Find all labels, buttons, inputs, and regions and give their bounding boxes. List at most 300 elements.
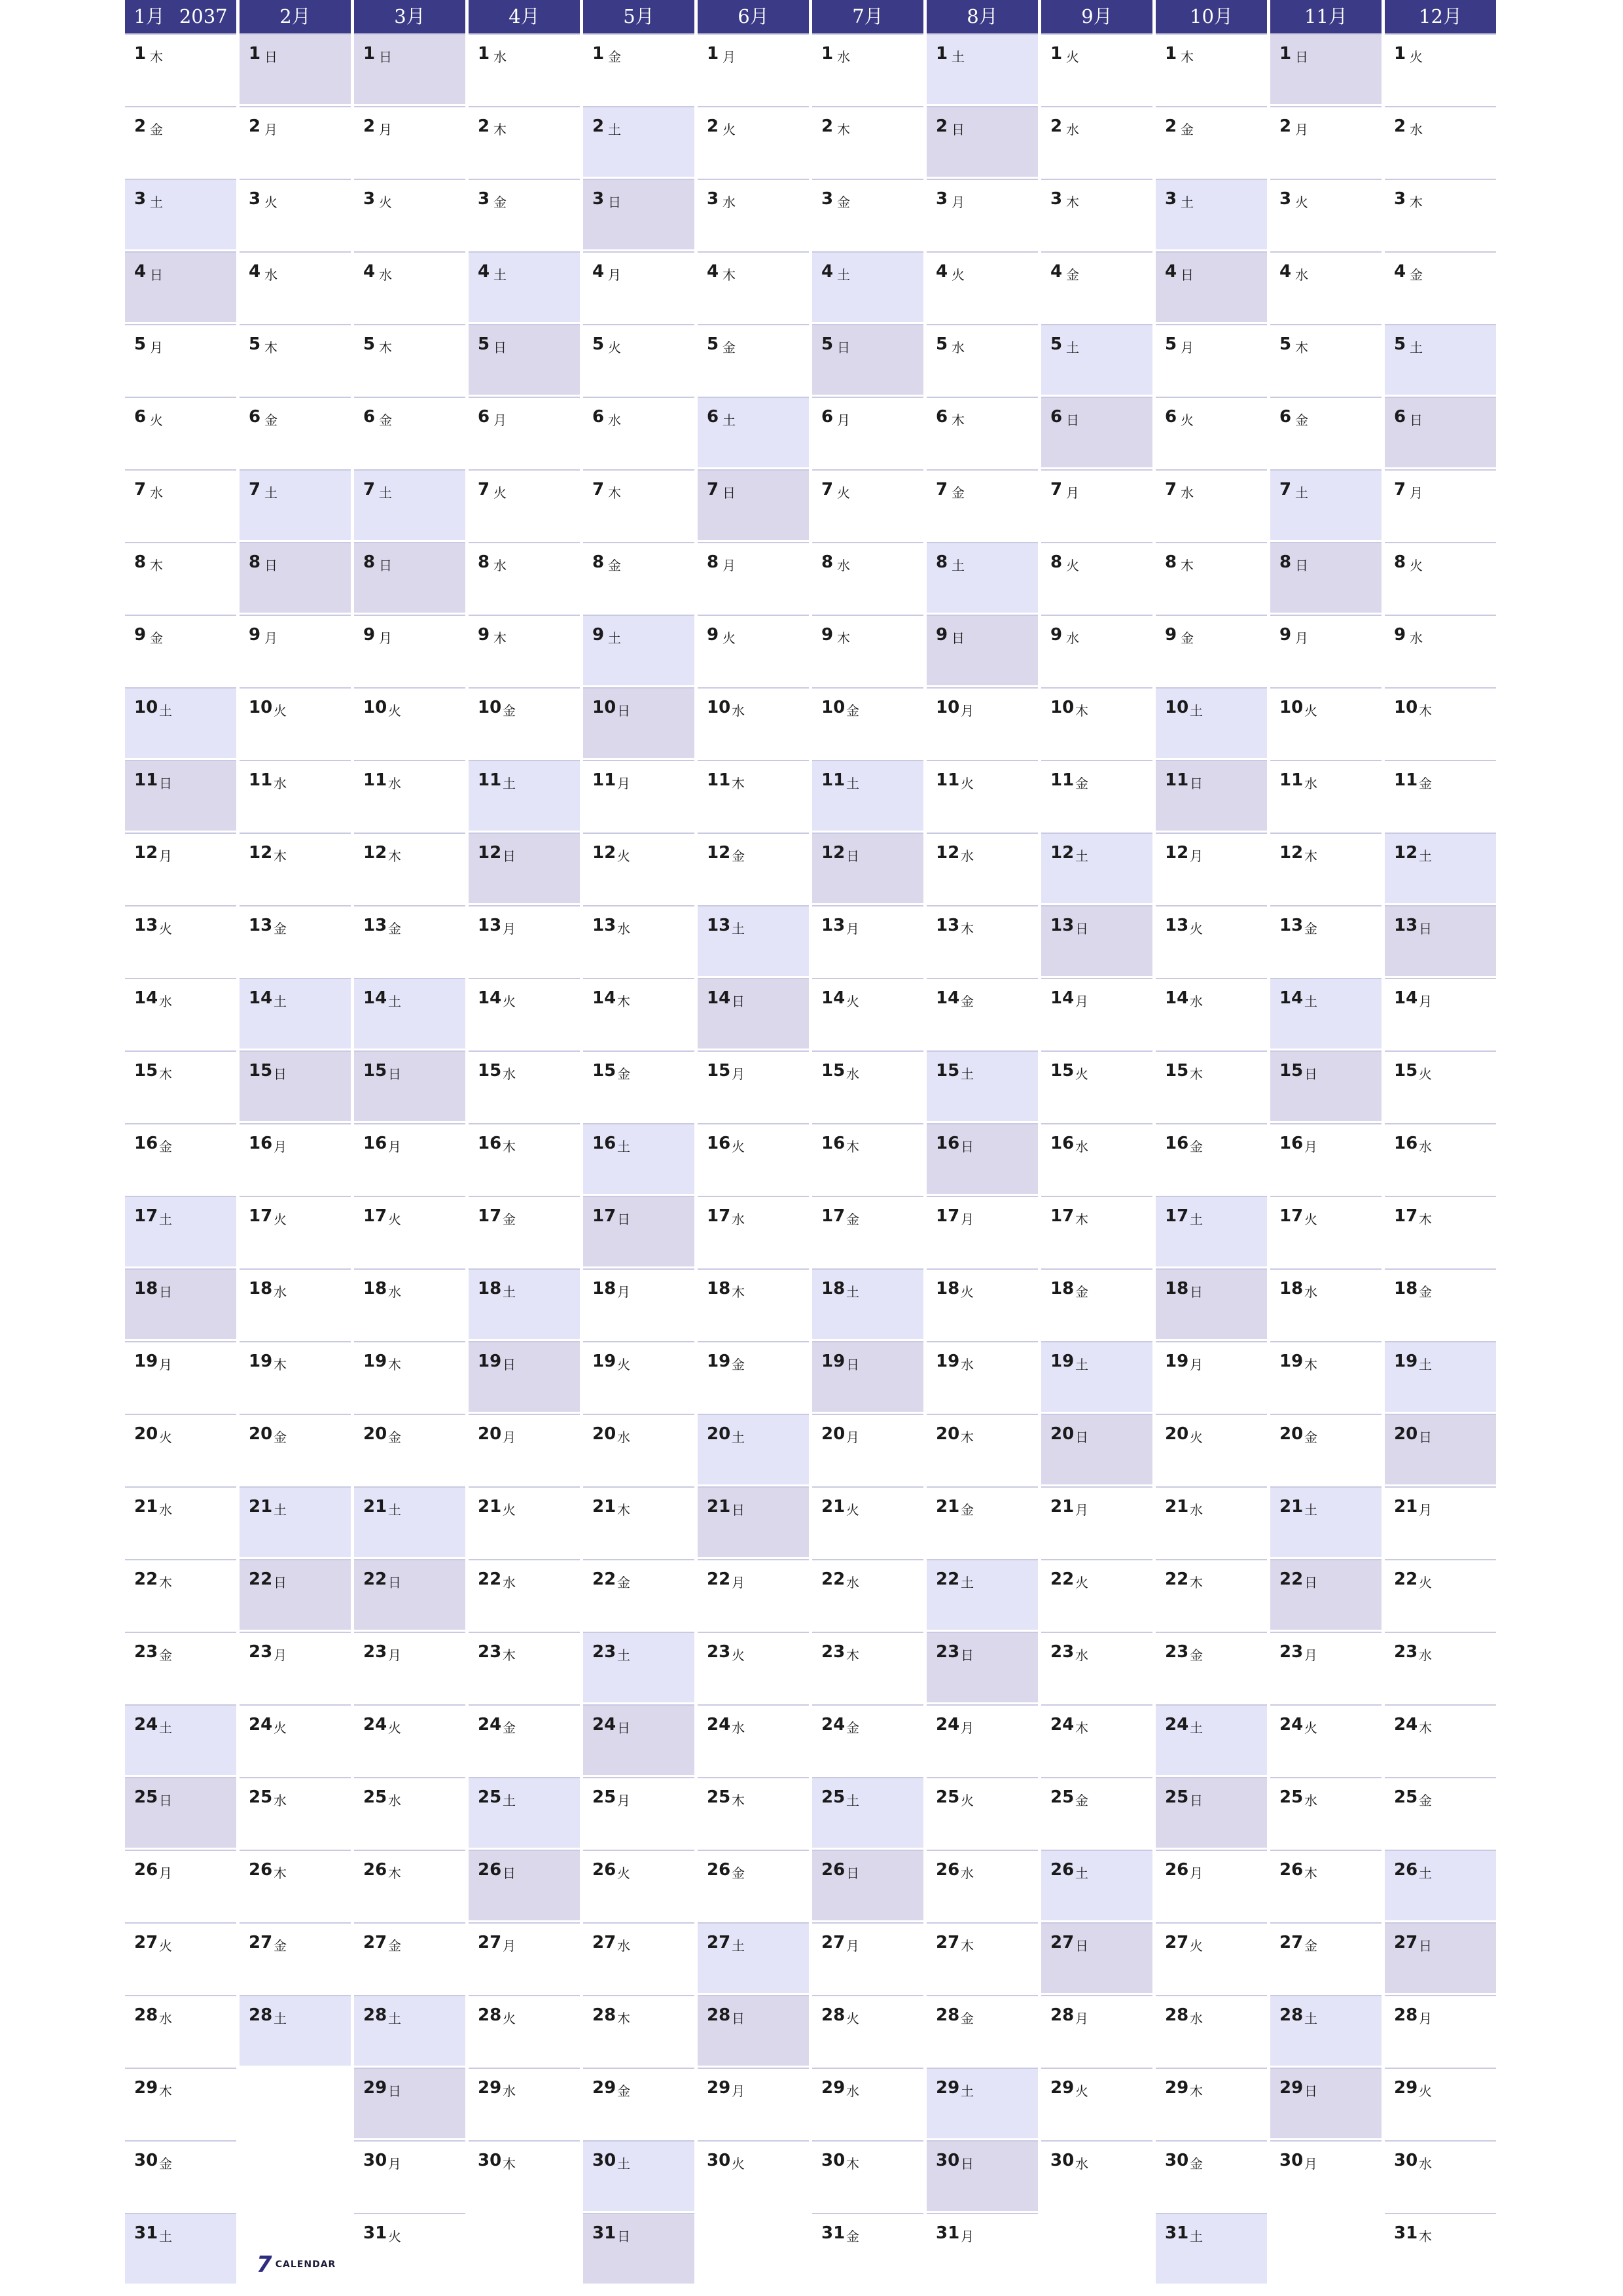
day-cell bbox=[583, 1632, 694, 1702]
day-number: 18 bbox=[1165, 1279, 1189, 1299]
day-number: 30 bbox=[478, 2151, 502, 2170]
weekday-label: 木 bbox=[503, 1647, 516, 1663]
weekday-label: 月 bbox=[1190, 848, 1203, 864]
day-cell bbox=[927, 2140, 1038, 2211]
weekday-label: 月 bbox=[1295, 630, 1308, 646]
day-cell bbox=[1156, 1196, 1267, 1266]
month-label: 5月 bbox=[623, 5, 654, 27]
day-cell bbox=[583, 179, 694, 249]
day-cell bbox=[240, 1850, 351, 1920]
day-number: 30 bbox=[592, 2151, 616, 2170]
weekday-label: 水 bbox=[617, 921, 630, 937]
day-number: 31 bbox=[936, 2223, 960, 2243]
weekday-label: 日 bbox=[1304, 1066, 1317, 1082]
day-cell bbox=[1270, 1341, 1382, 1412]
day-cell bbox=[698, 542, 809, 613]
weekday-label: 日 bbox=[503, 1357, 516, 1372]
day-cell bbox=[583, 1559, 694, 1630]
day-number: 24 bbox=[707, 1715, 731, 1734]
day-cell bbox=[469, 324, 580, 395]
day-number: 15 bbox=[249, 1061, 273, 1081]
day-number: 6 bbox=[1394, 407, 1406, 427]
weekday-label: 水 bbox=[961, 1357, 974, 1372]
day-number: 16 bbox=[363, 1134, 387, 1153]
weekday-label: 水 bbox=[388, 1284, 401, 1300]
day-cell bbox=[354, 833, 465, 903]
day-number: 7 bbox=[821, 480, 834, 499]
day-cell bbox=[583, 833, 694, 903]
weekday-label: 土 bbox=[846, 1793, 859, 1808]
weekday-label: 土 bbox=[961, 1575, 974, 1590]
day-number: 20 bbox=[592, 1424, 616, 1444]
day-number: 27 bbox=[936, 1933, 960, 1952]
day-cell bbox=[698, 1414, 809, 1484]
weekday-label: 水 bbox=[1419, 2156, 1432, 2172]
day-cell bbox=[698, 833, 809, 903]
weekday-label: 月 bbox=[846, 921, 859, 937]
day-cell bbox=[1041, 397, 1152, 467]
day-number: 9 bbox=[1279, 625, 1292, 645]
weekday-label: 月 bbox=[150, 340, 163, 355]
day-cell bbox=[469, 397, 580, 467]
day-cell bbox=[125, 1341, 236, 1412]
weekday-label: 金 bbox=[264, 412, 277, 428]
day-number: 9 bbox=[707, 625, 719, 645]
day-number: 7 bbox=[249, 480, 261, 499]
day-cell bbox=[927, 1777, 1038, 1848]
day-number: 22 bbox=[1050, 1570, 1075, 1589]
weekday-label: 月 bbox=[1304, 1139, 1317, 1155]
day-number: 31 bbox=[363, 2223, 387, 2243]
day-number: 13 bbox=[707, 916, 731, 935]
day-cell bbox=[583, 1123, 694, 1194]
day-number: 19 bbox=[592, 1352, 616, 1371]
day-cell bbox=[927, 1341, 1038, 1412]
day-cell bbox=[812, 106, 923, 177]
day-cell bbox=[1270, 687, 1382, 758]
day-number: 15 bbox=[134, 1061, 158, 1081]
day-number: 19 bbox=[1165, 1352, 1189, 1371]
weekday-label: 土 bbox=[159, 1720, 172, 1736]
day-cell bbox=[1385, 1123, 1496, 1194]
day-number: 4 bbox=[1279, 262, 1292, 281]
day-cell bbox=[1385, 2140, 1496, 2211]
day-number: 22 bbox=[936, 1570, 960, 1589]
day-cell bbox=[125, 33, 236, 104]
day-number: 30 bbox=[1165, 2151, 1189, 2170]
day-number: 4 bbox=[249, 262, 261, 281]
day-cell bbox=[812, 687, 923, 758]
day-number: 8 bbox=[821, 552, 834, 572]
weekday-label: 火 bbox=[493, 485, 507, 501]
day-number: 2 bbox=[249, 117, 261, 136]
weekday-label: 金 bbox=[961, 2011, 974, 2026]
weekday-label: 土 bbox=[952, 49, 965, 65]
day-number: 20 bbox=[363, 1424, 387, 1444]
weekday-label: 金 bbox=[388, 1429, 401, 1445]
weekday-label: 水 bbox=[732, 1720, 745, 1736]
day-cell bbox=[583, 615, 694, 685]
day-number: 2 bbox=[1279, 117, 1292, 136]
weekday-label: 土 bbox=[159, 703, 172, 719]
weekday-label: 月 bbox=[722, 49, 736, 65]
day-cell bbox=[698, 324, 809, 395]
weekday-label: 金 bbox=[617, 1066, 630, 1082]
day-number: 27 bbox=[249, 1933, 273, 1952]
day-number: 8 bbox=[1050, 552, 1063, 572]
day-cell bbox=[1385, 1632, 1496, 1702]
day-number: 14 bbox=[821, 988, 846, 1008]
day-cell bbox=[469, 106, 580, 177]
day-cell bbox=[354, 2140, 465, 2211]
day-number: 15 bbox=[1050, 1061, 1075, 1081]
day-number: 30 bbox=[821, 2151, 846, 2170]
day-cell bbox=[240, 1196, 351, 1266]
day-cell bbox=[927, 179, 1038, 249]
day-number: 26 bbox=[249, 1860, 273, 1880]
day-cell bbox=[469, 1632, 580, 1702]
day-number: 28 bbox=[478, 2005, 502, 2025]
weekday-label: 木 bbox=[1295, 340, 1308, 355]
day-number: 5 bbox=[249, 334, 261, 354]
day-cell bbox=[1270, 1196, 1382, 1266]
day-number: 29 bbox=[363, 2078, 387, 2098]
weekday-label: 木 bbox=[846, 1139, 859, 1155]
weekday-label: 火 bbox=[1295, 194, 1308, 210]
day-number: 27 bbox=[592, 1933, 616, 1952]
day-cell bbox=[469, 251, 580, 322]
day-number: 16 bbox=[821, 1134, 846, 1153]
weekday-label: 日 bbox=[1419, 921, 1432, 937]
weekday-label: 土 bbox=[150, 194, 163, 210]
weekday-label: 日 bbox=[274, 1066, 287, 1082]
weekday-label: 金 bbox=[150, 122, 163, 137]
weekday-label: 日 bbox=[159, 1284, 172, 1300]
weekday-label: 月 bbox=[732, 1066, 745, 1082]
day-cell bbox=[354, 1922, 465, 1993]
day-number: 23 bbox=[1394, 1642, 1418, 1662]
day-number: 18 bbox=[1394, 1279, 1418, 1299]
day-cell bbox=[125, 2068, 236, 2138]
day-cell bbox=[125, 1632, 236, 1702]
weekday-label: 木 bbox=[732, 776, 745, 791]
weekday-label: 火 bbox=[1304, 703, 1317, 719]
day-number: 6 bbox=[936, 407, 948, 427]
day-number: 1 bbox=[1165, 44, 1177, 63]
weekday-label: 土 bbox=[388, 2011, 401, 2026]
day-number: 6 bbox=[821, 407, 834, 427]
day-cell bbox=[1156, 1777, 1267, 1848]
day-cell bbox=[469, 1995, 580, 2066]
day-number: 7 bbox=[1165, 480, 1177, 499]
day-cell bbox=[354, 1995, 465, 2066]
weekday-label: 金 bbox=[617, 2083, 630, 2099]
day-cell bbox=[125, 1268, 236, 1339]
day-cell bbox=[354, 1850, 465, 1920]
day-number: 17 bbox=[821, 1206, 846, 1226]
day-number: 4 bbox=[707, 262, 719, 281]
month-header bbox=[1041, 0, 1152, 33]
weekday-label: 土 bbox=[1304, 994, 1317, 1009]
weekday-label: 火 bbox=[722, 630, 736, 646]
day-cell bbox=[1156, 2213, 1267, 2284]
day-cell bbox=[240, 1777, 351, 1848]
day-number: 23 bbox=[1279, 1642, 1304, 1662]
day-number: 22 bbox=[134, 1570, 158, 1589]
weekday-label: 木 bbox=[1304, 1357, 1317, 1372]
day-number: 29 bbox=[592, 2078, 616, 2098]
logo-text: CALENDAR bbox=[275, 2259, 336, 2270]
day-number: 9 bbox=[249, 625, 261, 645]
weekday-label: 金 bbox=[846, 1720, 859, 1736]
day-number: 18 bbox=[592, 1279, 616, 1299]
day-cell bbox=[812, 397, 923, 467]
weekday-label: 火 bbox=[503, 2011, 516, 2026]
weekday-label: 土 bbox=[837, 267, 850, 283]
weekday-label: 火 bbox=[1410, 558, 1423, 573]
day-number: 14 bbox=[936, 988, 960, 1008]
day-cell bbox=[1270, 106, 1382, 177]
day-number: 4 bbox=[363, 262, 376, 281]
day-cell bbox=[698, 1050, 809, 1121]
weekday-label: 土 bbox=[1304, 1502, 1317, 1518]
day-number: 5 bbox=[363, 334, 376, 354]
day-cell bbox=[1270, 1704, 1382, 1775]
day-cell bbox=[1385, 1341, 1496, 1412]
day-cell bbox=[698, 1196, 809, 1266]
weekday-label: 木 bbox=[159, 1066, 172, 1082]
day-cell bbox=[469, 542, 580, 613]
day-cell bbox=[927, 251, 1038, 322]
day-number: 14 bbox=[1165, 988, 1189, 1008]
weekday-label: 土 bbox=[617, 1647, 630, 1663]
day-number: 2 bbox=[1050, 117, 1063, 136]
day-cell bbox=[1385, 1486, 1496, 1557]
day-cell bbox=[1385, 397, 1496, 467]
day-number: 10 bbox=[1394, 698, 1418, 717]
day-number: 30 bbox=[1050, 2151, 1075, 2170]
day-number: 27 bbox=[134, 1933, 158, 1952]
day-cell bbox=[125, 469, 236, 540]
day-number: 25 bbox=[1165, 1787, 1189, 1807]
weekday-label: 金 bbox=[1075, 1284, 1088, 1300]
day-number: 13 bbox=[134, 916, 158, 935]
day-number: 28 bbox=[363, 2005, 387, 2025]
weekday-label: 土 bbox=[159, 2229, 172, 2244]
weekday-label: 木 bbox=[503, 1139, 516, 1155]
weekday-label: 火 bbox=[388, 2229, 401, 2244]
weekday-label: 月 bbox=[1075, 1502, 1088, 1518]
day-cell bbox=[927, 2068, 1038, 2138]
day-cell bbox=[812, 2213, 923, 2284]
weekday-label: 月 bbox=[837, 412, 850, 428]
day-cell bbox=[469, 760, 580, 831]
weekday-label: 金 bbox=[846, 703, 859, 719]
day-cell bbox=[354, 251, 465, 322]
day-number: 3 bbox=[592, 189, 605, 209]
weekday-label: 水 bbox=[1066, 122, 1079, 137]
weekday-label: 土 bbox=[952, 558, 965, 573]
month-header bbox=[354, 0, 465, 33]
weekday-label: 木 bbox=[846, 2156, 859, 2172]
weekday-label: 木 bbox=[150, 558, 163, 573]
day-cell bbox=[1156, 1414, 1267, 1484]
weekday-label: 日 bbox=[1075, 1429, 1088, 1445]
day-cell bbox=[1270, 542, 1382, 613]
weekday-label: 土 bbox=[159, 1211, 172, 1227]
day-cell bbox=[1041, 905, 1152, 976]
weekday-label: 月 bbox=[846, 1429, 859, 1445]
day-number: 18 bbox=[363, 1279, 387, 1299]
weekday-label: 金 bbox=[846, 2229, 859, 2244]
day-number: 13 bbox=[478, 916, 502, 935]
weekday-label: 日 bbox=[159, 1793, 172, 1808]
weekday-label: 木 bbox=[1181, 558, 1194, 573]
day-cell bbox=[240, 1559, 351, 1630]
weekday-label: 金 bbox=[159, 1139, 172, 1155]
weekday-label: 水 bbox=[1419, 1139, 1432, 1155]
day-cell bbox=[583, 2213, 694, 2284]
day-cell bbox=[927, 1123, 1038, 1194]
day-cell bbox=[1041, 1704, 1152, 1775]
weekday-label: 日 bbox=[952, 122, 965, 137]
weekday-label: 日 bbox=[617, 703, 630, 719]
weekday-label: 金 bbox=[732, 1865, 745, 1881]
day-number: 19 bbox=[707, 1352, 731, 1371]
month-header bbox=[812, 0, 923, 33]
day-cell bbox=[240, 251, 351, 322]
day-cell bbox=[927, 1559, 1038, 1630]
day-cell bbox=[1385, 106, 1496, 177]
day-number: 29 bbox=[821, 2078, 846, 2098]
day-number: 1 bbox=[363, 44, 376, 63]
weekday-label: 土 bbox=[1190, 1720, 1203, 1736]
day-cell bbox=[1156, 1995, 1267, 2066]
weekday-label: 火 bbox=[1181, 412, 1194, 428]
day-number: 21 bbox=[1165, 1497, 1189, 1516]
day-number: 28 bbox=[1279, 2005, 1304, 2025]
day-number: 25 bbox=[592, 1787, 616, 1807]
weekday-label: 月 bbox=[264, 630, 277, 646]
day-number: 22 bbox=[1165, 1570, 1189, 1589]
weekday-label: 月 bbox=[388, 1647, 401, 1663]
day-cell bbox=[125, 1196, 236, 1266]
day-number: 20 bbox=[249, 1424, 273, 1444]
day-number: 8 bbox=[936, 552, 948, 572]
weekday-label: 月 bbox=[159, 1865, 172, 1881]
weekday-label: 金 bbox=[1419, 1284, 1432, 1300]
day-number: 2 bbox=[592, 117, 605, 136]
day-number: 31 bbox=[134, 2223, 158, 2243]
weekday-label: 水 bbox=[1075, 2156, 1088, 2172]
day-number: 12 bbox=[363, 843, 387, 863]
month-header bbox=[469, 0, 580, 33]
day-number: 31 bbox=[1394, 2223, 1418, 2243]
day-number: 26 bbox=[707, 1860, 731, 1880]
day-cell bbox=[469, 1123, 580, 1194]
day-number: 10 bbox=[592, 698, 616, 717]
weekday-label: 木 bbox=[952, 412, 965, 428]
day-cell bbox=[1041, 2140, 1152, 2211]
day-cell bbox=[1156, 1123, 1267, 1194]
day-cell bbox=[1270, 833, 1382, 903]
weekday-label: 日 bbox=[388, 1575, 401, 1590]
day-number: 17 bbox=[1050, 1206, 1075, 1226]
day-number: 3 bbox=[1394, 189, 1406, 209]
day-number: 13 bbox=[1165, 916, 1189, 935]
weekday-label: 金 bbox=[961, 1502, 974, 1518]
day-cell bbox=[1041, 1268, 1152, 1339]
day-number: 10 bbox=[1050, 698, 1075, 717]
weekday-label: 金 bbox=[608, 49, 621, 65]
day-number: 9 bbox=[1394, 625, 1406, 645]
day-number: 19 bbox=[363, 1352, 387, 1371]
day-number: 5 bbox=[134, 334, 147, 354]
day-cell bbox=[125, 179, 236, 249]
day-number: 2 bbox=[1394, 117, 1406, 136]
day-cell bbox=[1156, 760, 1267, 831]
day-cell bbox=[1156, 251, 1267, 322]
day-cell bbox=[1156, 397, 1267, 467]
day-cell bbox=[812, 1632, 923, 1702]
day-cell bbox=[469, 179, 580, 249]
day-cell bbox=[927, 1632, 1038, 1702]
day-cell bbox=[1156, 542, 1267, 613]
day-cell bbox=[927, 833, 1038, 903]
day-cell bbox=[698, 179, 809, 249]
day-cell bbox=[354, 1050, 465, 1121]
day-cell bbox=[583, 978, 694, 1049]
day-cell bbox=[583, 760, 694, 831]
day-cell bbox=[698, 251, 809, 322]
day-cell bbox=[698, 978, 809, 1049]
day-number: 18 bbox=[1050, 1279, 1075, 1299]
day-number: 25 bbox=[1279, 1787, 1304, 1807]
weekday-label: 金 bbox=[1190, 1139, 1203, 1155]
day-cell bbox=[125, 1777, 236, 1848]
day-number: 18 bbox=[936, 1279, 960, 1299]
weekday-label: 日 bbox=[493, 340, 507, 355]
day-cell bbox=[354, 1123, 465, 1194]
weekday-label: 土 bbox=[617, 2156, 630, 2172]
day-cell bbox=[1041, 2068, 1152, 2138]
day-cell bbox=[1041, 978, 1152, 1049]
weekday-label: 火 bbox=[732, 2156, 745, 2172]
day-number: 8 bbox=[1394, 552, 1406, 572]
day-cell bbox=[1270, 615, 1382, 685]
day-cell bbox=[583, 106, 694, 177]
day-number: 16 bbox=[249, 1134, 273, 1153]
day-cell bbox=[1041, 1922, 1152, 1993]
day-number: 4 bbox=[1050, 262, 1063, 281]
day-cell bbox=[1041, 251, 1152, 322]
day-number: 7 bbox=[478, 480, 490, 499]
day-cell bbox=[469, 1704, 580, 1775]
day-number: 20 bbox=[1394, 1424, 1418, 1444]
day-number: 18 bbox=[478, 1279, 502, 1299]
day-number: 6 bbox=[1279, 407, 1292, 427]
day-number: 17 bbox=[249, 1206, 273, 1226]
day-number: 21 bbox=[592, 1497, 616, 1516]
day-cell bbox=[1385, 615, 1496, 685]
day-number: 26 bbox=[478, 1860, 502, 1880]
day-number: 8 bbox=[1279, 552, 1292, 572]
weekday-label: 木 bbox=[1181, 49, 1194, 65]
weekday-label: 日 bbox=[1075, 1938, 1088, 1954]
day-number: 14 bbox=[1394, 988, 1418, 1008]
day-cell bbox=[240, 1123, 351, 1194]
weekday-label: 火 bbox=[379, 194, 392, 210]
